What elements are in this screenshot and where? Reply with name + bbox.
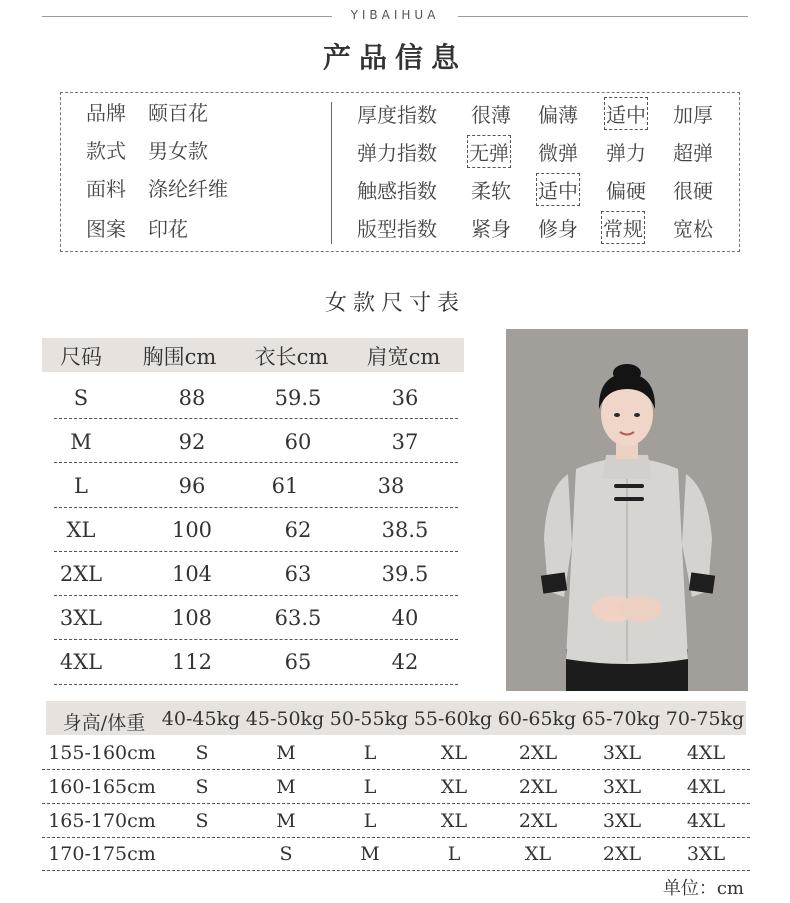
table-cell: 104	[171, 562, 213, 586]
table-cell: 42	[391, 650, 419, 674]
row-divider	[42, 769, 750, 770]
height-cell: 165-170cm	[48, 810, 156, 832]
index-label: 弹力指数	[357, 141, 437, 165]
size-cell: 3XL	[602, 742, 642, 764]
index-option: 柔软	[471, 179, 511, 203]
table-cell: 62	[284, 518, 312, 542]
unit-note: 单位：cm	[662, 878, 744, 899]
index-option: 很薄	[471, 103, 511, 127]
size-cell: S	[279, 843, 293, 865]
table-cell: 88	[178, 386, 206, 410]
size-cell: L	[447, 843, 461, 865]
index-option: 宽松	[673, 217, 713, 241]
info-label: 款式	[86, 139, 126, 163]
col-header: 身高/体重	[62, 712, 146, 734]
index-option: 偏薄	[538, 103, 578, 127]
table-cell: 108	[171, 606, 213, 630]
table-cell: 61	[271, 474, 299, 498]
table-cell: 4XL	[59, 650, 103, 674]
size-cell: M	[276, 742, 296, 764]
index-label: 触感指数	[357, 179, 437, 203]
table-cell: M	[70, 430, 92, 454]
table-cell: 2XL	[59, 562, 103, 586]
size-cell: L	[363, 810, 377, 832]
index-option-selected: 适中	[606, 99, 646, 128]
table-cell: L	[74, 474, 88, 498]
table-cell: 63	[284, 562, 312, 586]
index-option: 弹力	[606, 141, 646, 165]
table-cell: 38.5	[381, 518, 429, 542]
table-cell: 59.5	[274, 386, 322, 410]
height-cell: 170-175cm	[48, 843, 156, 865]
size-cell: XL	[440, 776, 468, 798]
size-cell: 2XL	[518, 776, 558, 798]
info-label: 图案	[86, 217, 126, 241]
row-divider	[54, 418, 458, 419]
header-line-right	[458, 16, 748, 17]
size-cell: L	[363, 776, 377, 798]
model-photo	[506, 329, 748, 691]
size-cell: M	[276, 810, 296, 832]
size-cell: 2XL	[602, 843, 642, 865]
brand-name: YIBAIHUA	[350, 8, 440, 22]
height-cell: 155-160cm	[48, 742, 156, 764]
height-cell: 160-165cm	[48, 776, 156, 798]
table-cell: 39.5	[381, 562, 429, 586]
index-option-selected: 无弹	[469, 137, 509, 166]
size-cell: M	[360, 843, 380, 865]
col-header: 40-45kg	[161, 708, 241, 730]
index-label: 版型指数	[357, 217, 437, 241]
table-cell: 96	[178, 474, 206, 498]
table-cell: 65	[284, 650, 312, 674]
index-option: 加厚	[673, 103, 713, 127]
table-cell: 100	[171, 518, 213, 542]
size-cell: 3XL	[602, 776, 642, 798]
index-option-selected: 常规	[603, 213, 643, 242]
row-divider	[42, 870, 750, 871]
col-header: 尺码	[60, 345, 102, 369]
row-divider	[54, 595, 458, 596]
model-illustration	[506, 329, 748, 691]
index-option: 微弹	[538, 141, 578, 165]
size-cell: XL	[440, 742, 468, 764]
table-cell: S	[73, 386, 89, 410]
row-divider	[42, 837, 750, 838]
row-divider	[42, 803, 750, 804]
table-cell: 60	[284, 430, 312, 454]
size-cell: 2XL	[518, 810, 558, 832]
table-cell: 37	[391, 430, 419, 454]
table-cell: 112	[171, 650, 213, 674]
col-header: 60-65kg	[497, 708, 577, 730]
size-cell: S	[195, 810, 209, 832]
info-value: 颐百花	[148, 101, 208, 125]
col-header: 胸围cm	[142, 345, 217, 369]
col-header: 55-60kg	[413, 708, 493, 730]
size-cell: S	[195, 776, 209, 798]
table-cell: 38	[377, 474, 405, 498]
col-header: 45-50kg	[245, 708, 325, 730]
size-cell: 3XL	[602, 810, 642, 832]
row-divider	[54, 462, 458, 463]
size-chart-title: 女款尺寸表	[324, 291, 465, 316]
size-cell: XL	[524, 843, 552, 865]
row-divider	[54, 639, 458, 640]
col-header: 肩宽cm	[366, 345, 441, 369]
row-divider	[54, 507, 458, 508]
info-label: 品牌	[86, 101, 126, 125]
index-label: 厚度指数	[357, 103, 437, 127]
index-option: 很硬	[673, 179, 713, 203]
info-label: 面料	[86, 177, 126, 201]
index-option: 超弹	[673, 141, 713, 165]
info-divider	[331, 102, 332, 244]
page-title: 产品信息	[322, 41, 467, 74]
col-header: 65-70kg	[581, 708, 661, 730]
size-cell: 2XL	[518, 742, 558, 764]
table-cell: 3XL	[59, 606, 103, 630]
col-header: 衣长cm	[254, 345, 329, 369]
size-cell: 4XL	[686, 776, 726, 798]
size-cell: S	[195, 742, 209, 764]
index-option: 偏硬	[606, 179, 646, 203]
size-cell: XL	[440, 810, 468, 832]
size-cell: 4XL	[686, 810, 726, 832]
size-cell: 4XL	[686, 742, 726, 764]
index-option: 紧身	[471, 217, 511, 241]
row-divider	[54, 551, 458, 552]
col-header: 50-55kg	[329, 708, 409, 730]
table-cell: 36	[391, 386, 419, 410]
col-header: 70-75kg	[665, 708, 745, 730]
index-option-selected: 适中	[538, 175, 578, 204]
info-value: 印花	[148, 217, 188, 241]
header-line-left	[42, 16, 332, 17]
info-value: 涤纶纤维	[148, 177, 228, 201]
row-divider	[54, 684, 458, 685]
table-cell: XL	[66, 518, 96, 542]
size-cell: 3XL	[686, 843, 726, 865]
table-cell: 92	[178, 430, 206, 454]
size-cell: M	[276, 776, 296, 798]
index-option: 修身	[538, 217, 578, 241]
info-value: 男女款	[148, 139, 208, 163]
table-cell: 63.5	[274, 606, 322, 630]
size-cell: L	[363, 742, 377, 764]
table-cell: 40	[391, 606, 419, 630]
